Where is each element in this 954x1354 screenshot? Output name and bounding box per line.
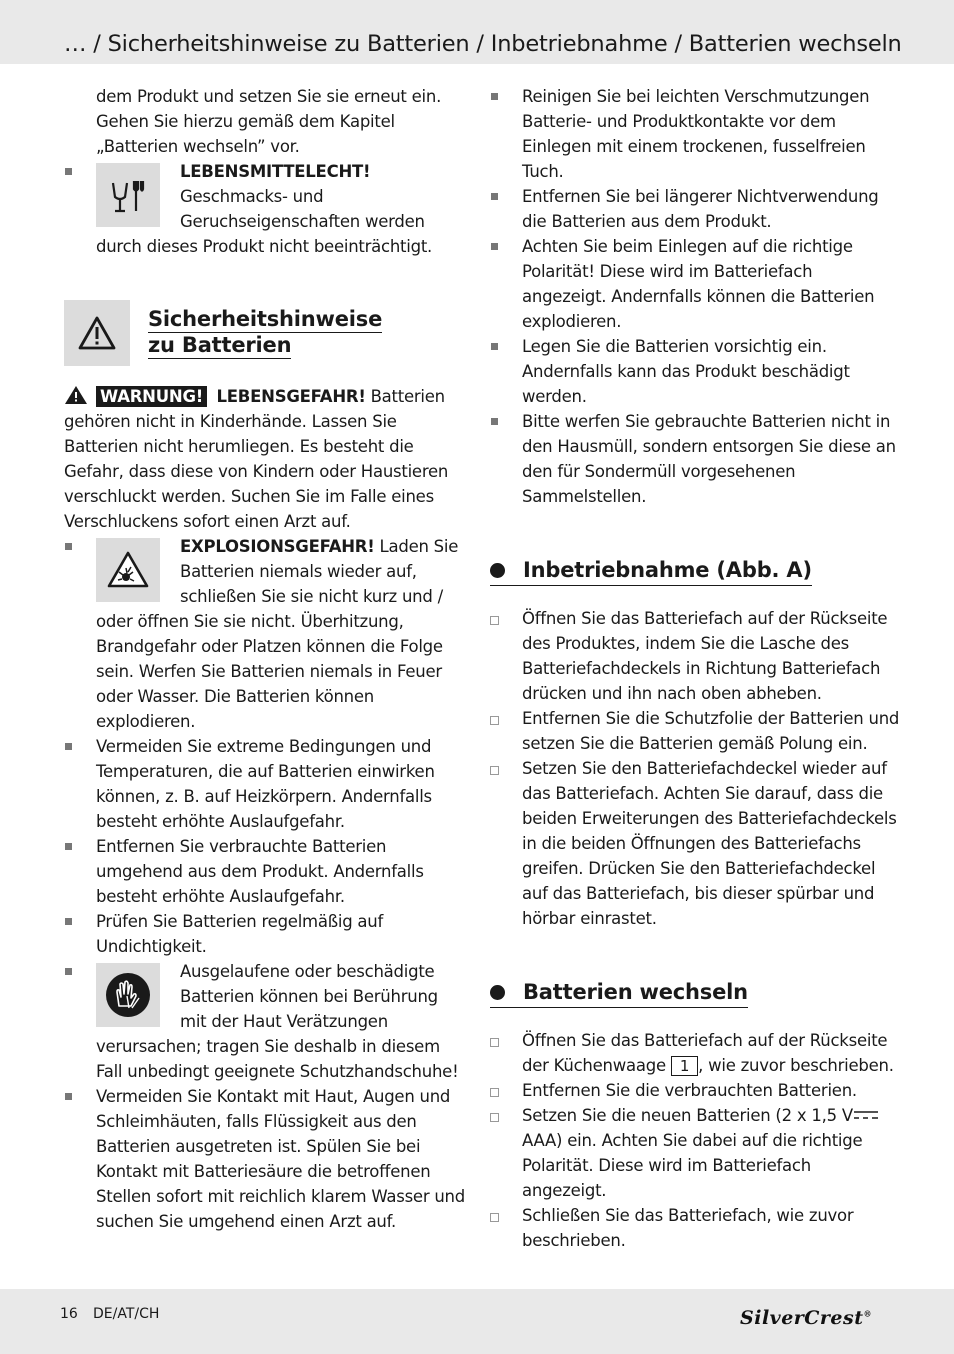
list-item [64, 834, 468, 909]
bullet-square [65, 968, 72, 975]
bullet-square [491, 418, 498, 425]
section-heading-line1: Sicherheitshinweise [148, 307, 383, 331]
protective-gloves-icon [96, 963, 160, 1027]
heading-dot [490, 563, 505, 578]
dc-voltage-icon [853, 1108, 879, 1122]
step-item [490, 1078, 900, 1103]
step-item [490, 606, 900, 706]
step-text: Setzen Sie den Batteriefachdeckel wieder auf das Batteriefach. Achten Sie darauf, dass die beiden Erweiterungen des Batteriefachdeckels in die beiden Öffnungen des Batteriefachs greifen. Drücken Sie den Batteriefachdeckel auf das Batteriefach, bis dieser spürbar und hörbar einrastet. [522, 759, 897, 928]
step-text: Schließen Sie das Batteriefach, wie zuvor beschrieben. [522, 1206, 854, 1250]
locale-label: DE/AT/CH [93, 1306, 160, 1322]
bullet-square [65, 1093, 72, 1100]
bullet-square [65, 168, 72, 175]
list-item-text: Entfernen Sie verbrauchte Batterien umgehend aus dem Produkt. Andernfalls besteht erhöhte Auslaufgefahr. [96, 837, 424, 906]
registered-mark: ® [863, 1308, 872, 1319]
list-item [490, 84, 900, 184]
step-text: Entfernen Sie die verbrauchten Batterien. [522, 1081, 857, 1100]
list-item-text: Bitte werfen Sie gebrauchte Batterien nicht in den Hausmüll, sondern entsorgen Sie diese an den für Sondermüll vorgesehenen Sammelstellen. [522, 412, 896, 506]
explosion-label: EXPLOSIONSGEFAHR! [180, 537, 375, 556]
list-item-text: Reinigen Sie bei leichten Verschmutzungen Batterie- und Produktkontakte vor dem Einlegen mit einem trockenen, fusselfreien Tuch. [522, 87, 870, 181]
bullet-square [65, 843, 72, 850]
list-item-text: Vermeiden Sie Kontakt mit Haut, Augen und Schleimhäuten, falls Flüssigkeit aus den Batterien ausgetreten ist. Spülen Sie bei Kontakt mit Batteriesäure die betroffenen Stellen sofort mit reichlich klarem Wasser und suchen Sie umgehend einen Arzt auf. [96, 1087, 465, 1231]
section-heading-line2: zu Batterien [148, 333, 292, 357]
list-item [64, 959, 468, 1084]
page-title: … / Sicherheitshinweise zu Batterien / Inbetriebnahme / Batterien wechseln [64, 31, 902, 57]
step-checkbox [490, 1038, 499, 1047]
list-item [490, 234, 900, 334]
section-setup [490, 555, 900, 586]
list-item [64, 534, 468, 734]
list-item [490, 184, 900, 234]
food-safe-text: Geschmacks- und Geruchseigenschaften werden durch dieses Produkt nicht beeinträchtigt. [96, 187, 433, 256]
warning-triangle-icon [64, 300, 130, 366]
list-item [490, 334, 900, 409]
list-item-text: Prüfen Sie Batterien regelmäßig auf Undichtigkeit. [96, 912, 384, 956]
section-battery-safety [64, 300, 468, 366]
list-item [490, 409, 900, 509]
section-heading [490, 555, 812, 586]
step-text: Öffnen Sie das Batteriefach auf der Rückseite der Küchenwaage [522, 1031, 888, 1075]
list-item [64, 734, 468, 834]
food-safe-label: LEBENSMITTELECHT! [180, 162, 371, 181]
step-text: Öffnen Sie das Batteriefach auf der Rückseite des Produktes, indem Sie die Lasche des Batteriefachdeckels in Richtung Batteriefach drücken und ihn nach oben abheben. [522, 609, 888, 703]
bullet-square [65, 743, 72, 750]
list-item [64, 909, 468, 959]
page-number: 16 [60, 1306, 78, 1322]
step-item [490, 1203, 900, 1253]
bullet-square [491, 343, 498, 350]
step-checkbox [490, 1088, 499, 1097]
bullet-square [491, 193, 498, 200]
section-heading-text: Batterien wechseln [523, 980, 748, 1004]
left-column [64, 84, 468, 1234]
step-item [490, 756, 900, 931]
explosion-text: Laden Sie Batterien niemals wieder auf, schließen Sie sie nicht kurz und / oder öffnen Sie sie nicht. Überhitzung, Brandgefahr oder Platzen können die Folge sein. Werfen Sie Batterien niemals in Feuer oder Wasser. Die Batterien können explodieren. [96, 537, 459, 731]
step-checkbox [490, 1213, 499, 1222]
step-text: Entfernen Sie die Schutzfolie der Batterien und setzen Sie die Batterien gemäß Polung ein. [522, 709, 900, 753]
bullet-square [65, 543, 72, 550]
step-text: Setzen Sie die neuen Batterien (2 x 1,5 V [522, 1106, 853, 1125]
step-item [490, 1103, 900, 1203]
right-column [490, 84, 900, 1253]
step-checkbox [490, 766, 499, 775]
warning-paragraph [64, 384, 468, 534]
section-heading-text: Inbetriebnahme (Abb. A) [523, 558, 812, 582]
list-item-text: Legen Sie die Batterien vorsichtig ein. Andernfalls kann das Produkt beschädigt werden. [522, 337, 850, 406]
brand-logo [740, 1307, 872, 1329]
warning-label: WARNUNG! [96, 386, 207, 407]
brand-name: SilverCrest [740, 1307, 864, 1329]
section-change-batteries [490, 977, 900, 1008]
step-checkbox [490, 1113, 499, 1122]
section-heading [148, 307, 382, 359]
part-number-badge: 1 [671, 1056, 698, 1076]
list-item-text: Achten Sie beim Einlegen auf die richtige Polarität! Diese wird im Batteriefach angezeigt. Andernfalls können die Batterien explodieren. [522, 237, 875, 331]
small-warning-icon [64, 385, 88, 405]
step-text: , wie zuvor beschrieben. [698, 1056, 894, 1075]
heading-dot [490, 985, 505, 1000]
food-safe-icon [96, 163, 160, 227]
list-item-text: Entfernen Sie bei längerer Nichtverwendung die Batterien aus dem Produkt. [522, 187, 879, 231]
list-item [64, 159, 468, 259]
step-item [490, 1028, 900, 1078]
list-item-text: Vermeiden Sie extreme Bedingungen und Temperaturen, die auf Batterien einwirken können, z. B. auf Heizkörpern. Andernfalls besteht erhöhte Auslaufgefahr. [96, 737, 435, 831]
gloves-text: Ausgelaufene oder beschädigte Batterien können bei Berührung mit der Haut Verätzungen verursachen; tragen Sie deshalb in diesem Fall unbedingt geeignete Schutzhandschuhe! [96, 962, 459, 1081]
step-checkbox [490, 716, 499, 725]
list-item [64, 1084, 468, 1234]
step-item [490, 706, 900, 756]
section-heading [490, 977, 748, 1008]
bullet-square [491, 93, 498, 100]
bullet-square [65, 918, 72, 925]
step-checkbox [490, 616, 499, 625]
step-text: AAA) ein. Achten Sie dabei auf die richtige Polarität. Diese wird im Batteriefach angezeigt. [522, 1131, 863, 1200]
bullet-square [491, 243, 498, 250]
warning-text: Batterien gehören nicht in Kinderhände. Lassen Sie Batterien nicht herumliegen. Es besteht die Gefahr, dass diese von Kindern oder Haustieren verschluckt werden. Suchen Sie im Falle eines Verschluckens sofort einen Arzt auf. [64, 387, 449, 531]
explosion-icon [96, 538, 160, 602]
intro-continuation: dem Produkt und setzen Sie sie erneut ein. Gehen Sie hierzu gemäß dem Kapitel „Batterien wechseln” vor. [96, 87, 442, 156]
danger-label: LEBENSGEFAHR! [211, 387, 366, 406]
